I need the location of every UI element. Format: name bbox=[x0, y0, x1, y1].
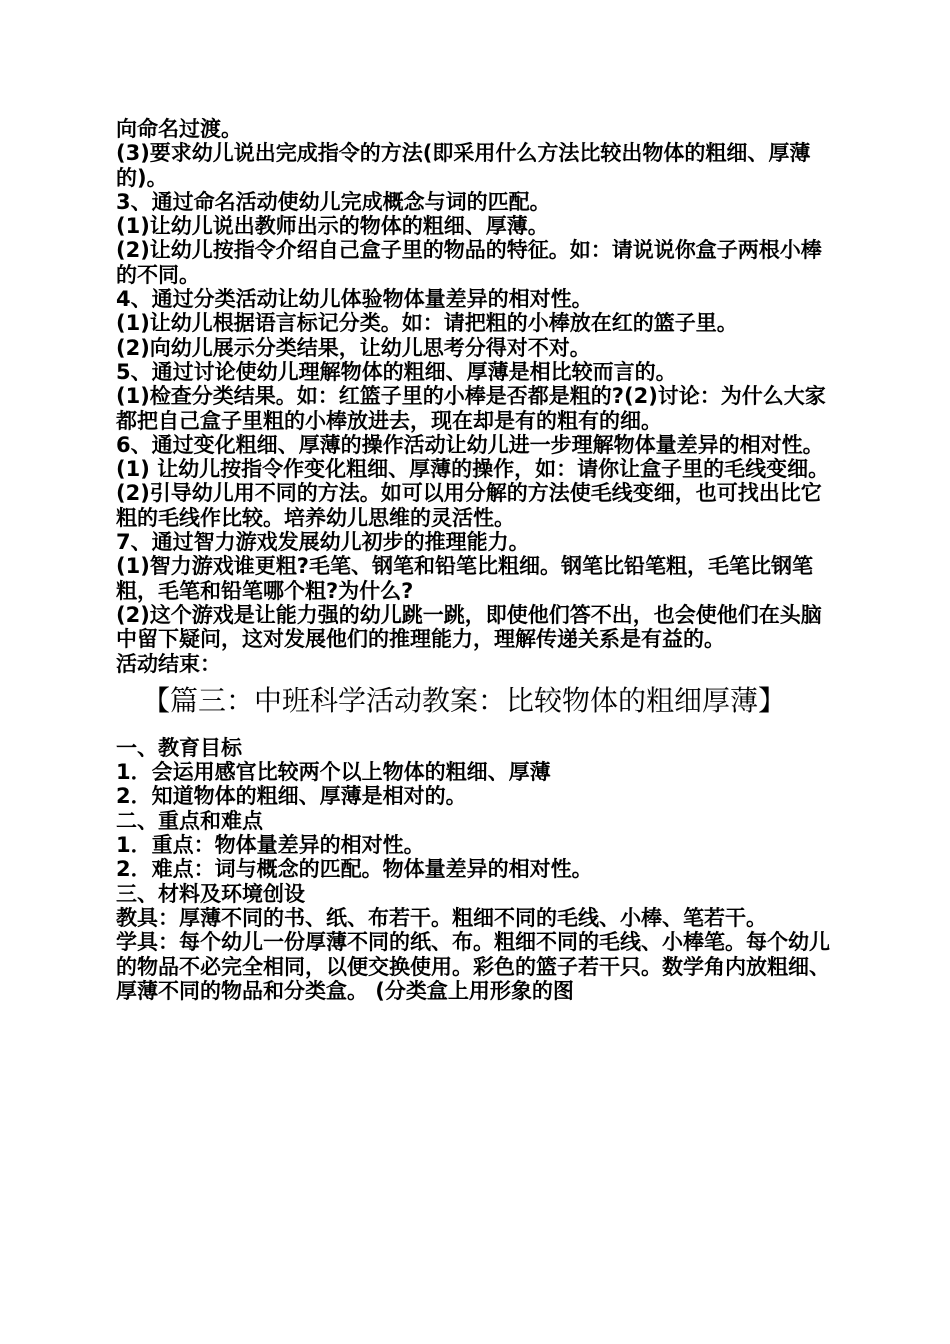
paragraph: (1) 让幼儿按指令作变化粗细、厚薄的操作，如：请你让盒子里的毛线变细。 bbox=[116, 457, 830, 482]
paragraph: 2．知道物体的粗细、厚薄是相对的。 bbox=[116, 784, 467, 809]
paragraph: (1)让幼儿说出教师出示的物体的粗细、厚薄。 bbox=[116, 214, 549, 239]
paragraph: 4、通过分类活动让幼儿体验物体量差异的相对性。 bbox=[116, 287, 593, 312]
section-heading: 三、材料及环境创设 bbox=[116, 881, 305, 906]
paragraph: 向命名过渡。 bbox=[116, 117, 242, 141]
paragraph: (2)让幼儿按指令介绍自己盒子里的物品的特征。如：请说说你盒子两根小棒的不同。 bbox=[116, 238, 822, 287]
paragraph: (1)让幼儿根据语言标记分类。如：请把粗的小棒放在红的篮子里。 bbox=[116, 311, 738, 336]
paragraph: 6、通过变化粗细、厚薄的操作活动让幼儿进一步理解物体量差异的相对性。 bbox=[116, 432, 824, 457]
paragraph: 教具：厚薄不同的书、纸、布若干。粗细不同的毛线、小棒、笔若干。 bbox=[116, 905, 767, 930]
paragraph: (1)智力游戏谁更粗?毛笔、钢笔和铅笔比粗细。钢笔比铅笔粗，毛笔比钢笔粗，毛笔和铅笔哪个粗?为什么? bbox=[116, 554, 813, 603]
paragraph: 5、通过讨论使幼儿理解物体的粗细、厚薄是相比较而言的。 bbox=[116, 359, 677, 384]
paragraph: 1．会运用感官比较两个以上物体的粗细、厚薄 bbox=[116, 760, 551, 785]
paragraph: 7、通过智力游戏发展幼儿初步的推理能力。 bbox=[116, 530, 530, 555]
paragraph: 2．难点：词与概念的匹配。物体量差异的相对性。 bbox=[116, 857, 593, 882]
paragraph: 1．重点：物体量差异的相对性。 bbox=[116, 833, 425, 858]
section-title: 【篇三：中班科学活动教案：比较物体的粗细厚薄】 bbox=[142, 683, 787, 717]
paragraph: 学具：每个幼儿一份厚薄不同的纸、布。粗细不同的毛线、小棒笔。每个幼儿的物品不必完全相同，以便交换使用。彩色的篮子若干只。数学角内放粗细、厚薄不同的物品和分类盒。 (分类盒上用形象的图 bbox=[116, 930, 830, 1003]
document-body bbox=[116, 117, 838, 1003]
paragraph: (2)这个游戏是让能力强的幼儿跳一跳，即使他们答不出，也会使他们在头脑中留下疑问，这对发展他们的推理能力，理解传递关系是有益的。 bbox=[116, 602, 822, 652]
paragraph: (2)向幼儿展示分类结果，让幼儿思考分得对不对。 bbox=[116, 335, 591, 360]
activity-end-heading: 活动结束： bbox=[116, 651, 221, 676]
paragraph: (3)要求幼儿说出完成指令的方法(即采用什么方法比较出物体的粗细、厚薄的)。 bbox=[116, 141, 811, 190]
paragraph: (1)检查分类结果。如：红篮子里的小棒是否都是粗的?(2)讨论：为什么大家都把自己盒子里粗的小棒放进去，现在却是有的粗有的细。 bbox=[116, 384, 826, 433]
section-heading: 一、教育目标 bbox=[116, 735, 242, 760]
paragraph: (2)引导幼儿用不同的方法。如可以用分解的方法使毛线变细，也可找出比它粗的毛线作比较。培养幼儿思维的灵活性。 bbox=[116, 481, 822, 530]
section-heading: 二、重点和难点 bbox=[116, 808, 263, 833]
paragraph: 3、通过命名活动使幼儿完成概念与词的匹配。 bbox=[116, 189, 551, 214]
